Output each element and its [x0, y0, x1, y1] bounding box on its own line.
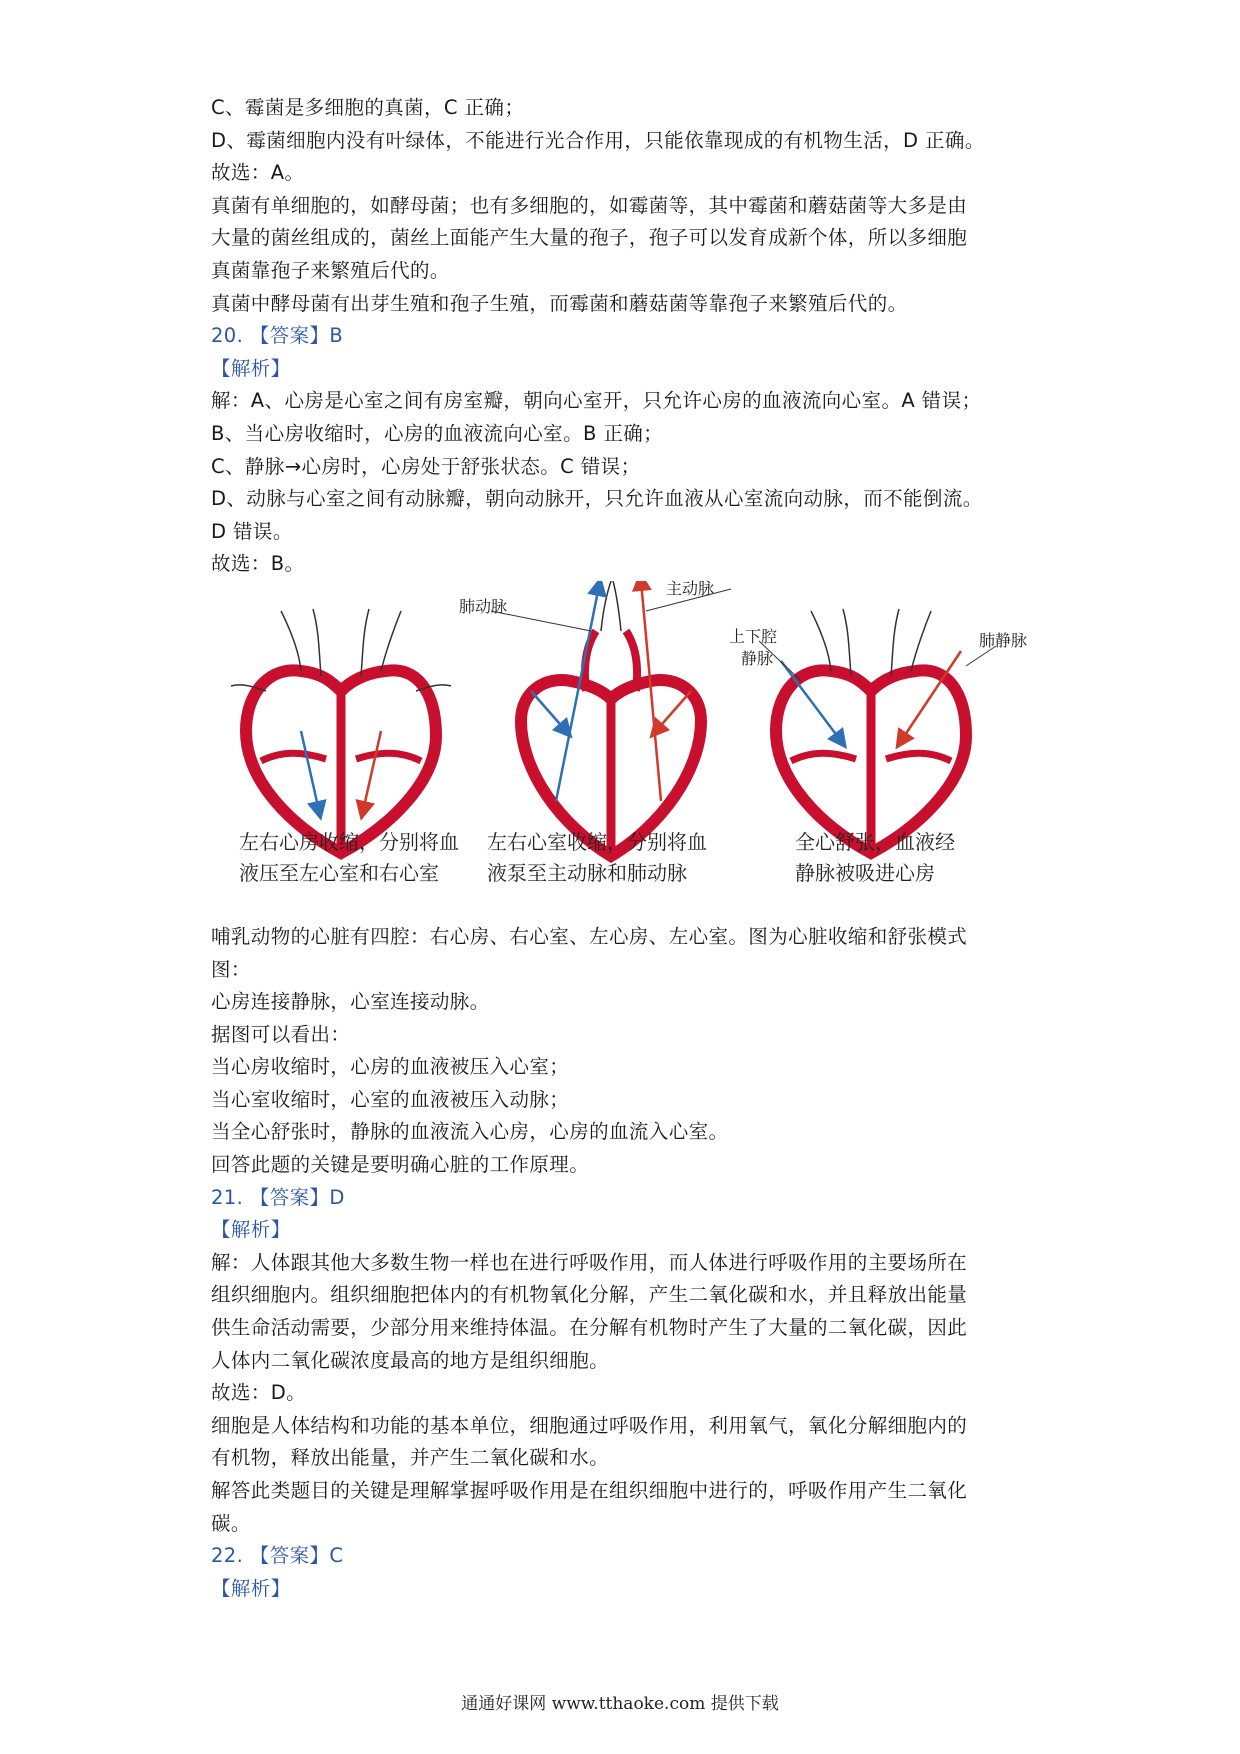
label-vena-cava-line1: 上下腔	[729, 626, 778, 646]
text-line: D、霉菌细胞内没有叶绿体，不能进行光合作用，只能依靠现成的有机物生活，D 正确。	[211, 128, 985, 152]
q22-analysis-label: 【解析】	[211, 1576, 291, 1600]
text-line: 碳。	[211, 1511, 251, 1535]
text-line: 当心房收缩时，心房的血液被压入心室；	[211, 1055, 570, 1079]
red-arrow	[363, 731, 381, 811]
text-line: 有机物，释放出能量，并产生二氧化碳和水。	[211, 1446, 610, 1470]
text-line: 当全心舒张时，静脉的血液流入心房，心房的血流入心室。	[211, 1120, 729, 1144]
caption-ventricular-systole-line2: 液泵至主动脉和肺动脉	[487, 860, 687, 885]
blue-arrow	[301, 731, 319, 811]
red-arrow	[656, 691, 691, 731]
text-line: 心房连接静脉，心室连接动脉。	[211, 990, 490, 1014]
text-line: D、动脉与心室之间有动脉瓣，朝向动脉开，只允许血液从心室流向动脉，而不能倒流。	[211, 487, 983, 511]
caption-atrial-systole-line1: 左右心房收缩，分别将血	[239, 829, 459, 854]
text-line: 供生命活动需要，少部分用来维持体温。在分解有机物时产生了大量的二氧化碳，因此	[211, 1316, 968, 1340]
heart-ventricular-systole	[491, 578, 731, 856]
caption-diastole-line1: 全心舒张，血液经	[795, 829, 955, 854]
red-arrow	[901, 651, 961, 741]
red-arrow	[641, 581, 661, 801]
text-line: C、霉菌是多细胞的真菌，C 正确；	[211, 96, 525, 119]
page-footer: 通通好课网 www.tthaoke.com 提供下载	[461, 1694, 779, 1714]
blue-arrow	[531, 691, 566, 731]
label-vena-cava-line2: 静脉	[741, 648, 774, 668]
vessel-lines	[601, 581, 621, 631]
text-line: 回答此题的关键是要明确心脏的工作原理。	[211, 1153, 590, 1177]
caption-ventricular-systole-line1: 左右心室收缩，分别将血	[487, 829, 707, 854]
q21-answer: 21. 【答案】D	[211, 1185, 345, 1209]
text-line: 真菌靠孢子来繁殖后代的。	[211, 258, 450, 282]
heart-diastole	[759, 609, 996, 853]
text-line: 图：	[211, 957, 251, 981]
text-line: 真菌有单细胞的，如酵母菌；也有多细胞的，如霉菌等，其中霉菌和蘑菇菌等大多是由	[211, 193, 968, 217]
text-line: 组织细胞内。组织细胞把体内的有机物氧化分解，产生二氧化碳和水，并且释放出能量	[211, 1283, 968, 1307]
text-line: 当心室收缩时，心室的血液被压入动脉；	[211, 1087, 570, 1111]
text-line: 真菌中酵母菌有出芽生殖和孢子生殖，而霉菌和蘑菇菌等靠孢子来繁殖后代的。	[211, 291, 908, 315]
text-line: 故选：A。	[211, 161, 305, 185]
label-pulmonary-artery: 肺动脉	[459, 596, 508, 616]
q22-answer: 22. 【答案】C	[211, 1544, 344, 1568]
text-line: 据图可以看出：	[211, 1022, 351, 1046]
text-line: 解：A、心房是心室之间有房室瓣，朝向心室开，只允许心房的血液流向心室。A 错误；	[211, 389, 982, 413]
caption-atrial-systole-line2: 液压至左心室和右心室	[239, 860, 439, 885]
text-line: 故选：B。	[211, 552, 305, 576]
text-line: 细胞是人体结构和功能的基本单位，细胞通过呼吸作用，利用氧气，氧化分解细胞内的	[211, 1413, 968, 1437]
text-line: D 错误。	[211, 519, 293, 543]
caption-diastole-line2: 静脉被吸进心房	[795, 860, 935, 885]
text-line: 解：人体跟其他大多数生物一样也在进行呼吸作用，而人体进行呼吸作用的主要场所在	[211, 1250, 968, 1274]
q20-answer: 20. 【答案】B	[211, 324, 344, 348]
heart-atrial-systole	[231, 609, 451, 853]
label-aorta: 主动脉	[666, 578, 715, 598]
text-line: 哺乳动物的心脏有四腔：右心房、右心室、左心房、左心室。图为心脏收缩和舒张模式	[211, 924, 968, 948]
text-line: 故选：D。	[211, 1381, 307, 1405]
q20-analysis-label: 【解析】	[211, 356, 291, 380]
text-line: C、静脉→心房时，心房处于舒张状态。C 错误；	[211, 454, 641, 478]
document-page	[211, 92, 1041, 1605]
text-line: 人体内二氧化碳浓度最高的地方是组织细胞。	[211, 1348, 610, 1372]
text-line: B、当心房收缩时，心房的血液流向心室。B 正确；	[211, 421, 664, 445]
heart-cycle-figure	[211, 578, 1041, 921]
text-line: 解答此类题目的关键是理解掌握呼吸作用是在组织细胞中进行的，呼吸作用产生二氧化	[211, 1479, 968, 1502]
q21-analysis-label: 【解析】	[211, 1218, 291, 1242]
label-pulmonary-vein: 肺静脉	[979, 630, 1028, 650]
text-line: 大量的菌丝组成的，菌丝上面能产生大量的孢子，孢子可以发育成新个体，所以多细胞	[211, 226, 968, 250]
